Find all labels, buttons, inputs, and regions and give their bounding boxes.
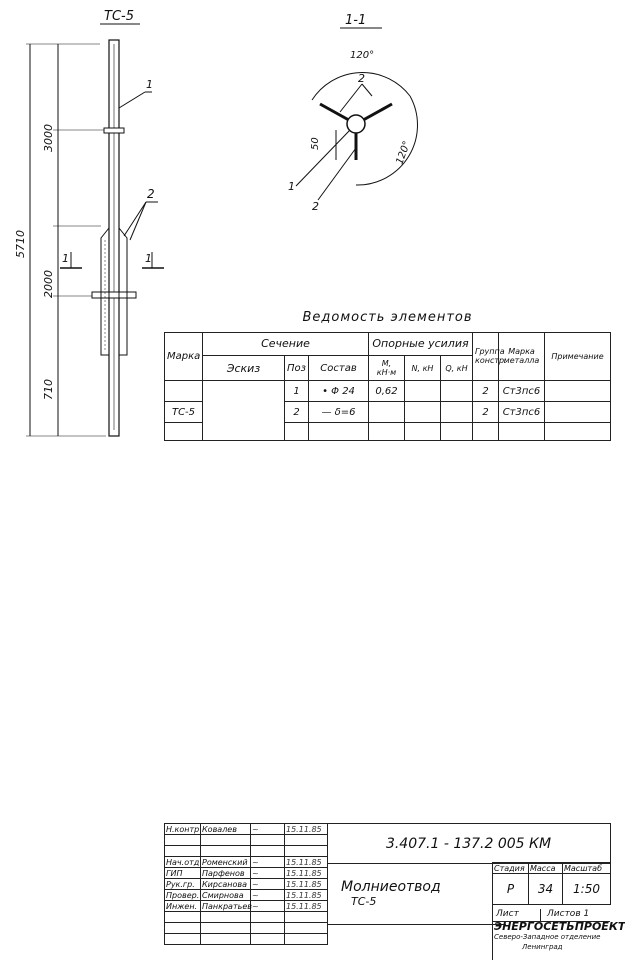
cell-n <box>405 423 441 441</box>
cell-steel <box>499 423 545 441</box>
joint-top <box>104 128 124 133</box>
cell-q <box>441 381 473 402</box>
dim-total-label: 5710 <box>14 230 27 258</box>
date: 15.11.85 <box>285 901 328 912</box>
signature: ~ <box>251 868 285 879</box>
cell-sketch <box>203 381 285 441</box>
sec-callout-1-label: 1 <box>288 180 295 193</box>
signature: ~ <box>251 901 285 912</box>
signature-table <box>164 823 328 945</box>
signature-row <box>165 857 328 868</box>
section-mark-left-label: 1 <box>62 252 69 265</box>
cell-n <box>405 381 441 402</box>
sec-callout-2b-label: 2 <box>312 200 319 213</box>
dim-50-label: 50 <box>310 137 321 150</box>
callout-1-label: 1 <box>146 78 153 91</box>
cell-group <box>473 423 499 441</box>
cell-comp: • Φ 24 <box>309 381 369 402</box>
angle-right-label: 120° <box>394 139 414 167</box>
header-sketch: Эскиз <box>203 355 285 381</box>
name: Ковалев <box>201 824 251 835</box>
cell-q <box>441 423 473 441</box>
header-comp: Состав <box>309 355 369 381</box>
role: Провер. <box>166 890 200 900</box>
signature-row <box>165 890 328 901</box>
cell-n <box>405 402 441 423</box>
sec-callout-2-shelf <box>362 84 372 96</box>
cell-q <box>441 402 473 423</box>
title-block <box>164 823 625 960</box>
callout-2-leader-a <box>124 202 146 236</box>
signature-row <box>165 824 328 835</box>
role: Инжен. <box>165 901 201 912</box>
title-cell <box>327 862 506 925</box>
name: Парфенов <box>201 868 251 879</box>
cell-marka: ТС-5 <box>165 402 203 423</box>
cell-m: 0,62 <box>369 381 405 402</box>
header-m: М, кН·м <box>369 355 405 381</box>
dim-middle-label: 2000 <box>42 270 55 298</box>
mass-value: 34 <box>529 874 563 905</box>
header-q: Q, кН <box>441 355 473 381</box>
date: 15.11.85 <box>285 824 328 835</box>
scale-value: 1:50 <box>563 874 611 905</box>
drawing-subtitle: ТС-5 <box>351 894 377 908</box>
mass-label: Масса <box>529 863 563 874</box>
date: 15.11.85 <box>285 857 328 868</box>
dim-bottom-label: 710 <box>42 379 55 400</box>
sec-callout-1-leader <box>296 130 350 186</box>
name: Смирнова <box>201 890 251 901</box>
stage-value: Р <box>493 874 529 905</box>
cell-m <box>369 402 405 423</box>
cell-note <box>545 381 611 402</box>
header-steel: Марка металла <box>499 332 545 381</box>
name: Панкратьев <box>202 901 252 911</box>
elements-table <box>164 304 610 441</box>
cell-pos: 2 <box>285 402 309 423</box>
table-row <box>165 381 611 402</box>
cell-comp: — δ=6 <box>309 402 369 423</box>
date: 15.11.85 <box>285 890 328 901</box>
cell-steel: Ст3пс6 <box>499 402 545 423</box>
header-group: Группа констр. <box>473 332 499 381</box>
role: Нач.отд <box>166 857 200 867</box>
section-title: 1-1 <box>345 13 367 28</box>
signature-row <box>165 901 328 912</box>
date: 15.11.85 <box>285 879 328 890</box>
callout-1-leader <box>119 92 145 108</box>
sheet-label: Лист <box>492 909 541 921</box>
angle-top-label: 120° <box>350 50 375 61</box>
organization <box>492 920 625 960</box>
callout-2-label: 2 <box>147 187 155 201</box>
cell-m <box>369 423 405 441</box>
stage-label: Стадия <box>493 863 529 874</box>
header-section: Сечение <box>203 332 369 355</box>
cell-note <box>545 423 611 441</box>
title-right <box>327 823 625 960</box>
title-divider <box>492 862 493 960</box>
sec-callout-2b-leader <box>318 148 356 200</box>
sec-callout-2-label: 2 <box>358 72 365 85</box>
role: ГИП <box>165 868 201 879</box>
cell-group: 2 <box>473 381 499 402</box>
name: Роменский <box>201 857 251 868</box>
cell-marka <box>165 423 203 441</box>
header-forces: Опорные усилия <box>369 332 473 355</box>
sec-callout-2-leader <box>340 84 362 112</box>
dim-top-label: 3000 <box>42 124 55 152</box>
header-marka: Марка <box>165 332 203 381</box>
org-name: ЭНЕРГОСЕТЬПРОЕКТ <box>494 920 625 933</box>
drawing-title: Молниеотвод <box>341 878 441 895</box>
header-n: N, кН <box>405 355 441 381</box>
date: 15.11.85 <box>285 868 328 879</box>
cell-pos <box>285 423 309 441</box>
signature: ~ <box>251 879 285 890</box>
cell-note <box>545 402 611 423</box>
scale-label: Масштаб <box>563 863 611 874</box>
sheets-label: Листов 1 <box>547 909 590 919</box>
cell-pos: 1 <box>285 381 309 402</box>
cell-steel: Ст3пс6 <box>499 381 545 402</box>
role: Н.контр <box>166 824 200 834</box>
cell-marka <box>165 381 203 402</box>
joint-bottom <box>92 292 136 298</box>
name: Кирсанова <box>201 879 251 890</box>
org-city: Ленинград <box>522 943 563 951</box>
header-pos: Поз <box>285 355 309 381</box>
callout-2-leader-b <box>130 202 146 240</box>
doc-code: 3.407.1 - 137.2 005 КМ <box>327 823 611 864</box>
org-sub: Северо-Западное отделение <box>494 933 601 941</box>
cell-group: 2 <box>473 402 499 423</box>
mast-title: ТС-5 <box>104 9 134 24</box>
header-note: Примечание <box>545 332 611 381</box>
signature: ~ <box>251 890 285 901</box>
signature-row <box>165 879 328 890</box>
angle-arc-right <box>356 96 417 185</box>
table-title: Ведомость элементов <box>165 304 611 332</box>
signature-row <box>165 868 328 879</box>
signature: ~ <box>251 857 285 868</box>
stage-table <box>492 862 611 905</box>
role: Рук.гр. <box>165 879 201 890</box>
section-mark-right-label: 1 <box>145 252 152 265</box>
cell-comp <box>309 423 369 441</box>
signature: ~ <box>251 824 285 835</box>
